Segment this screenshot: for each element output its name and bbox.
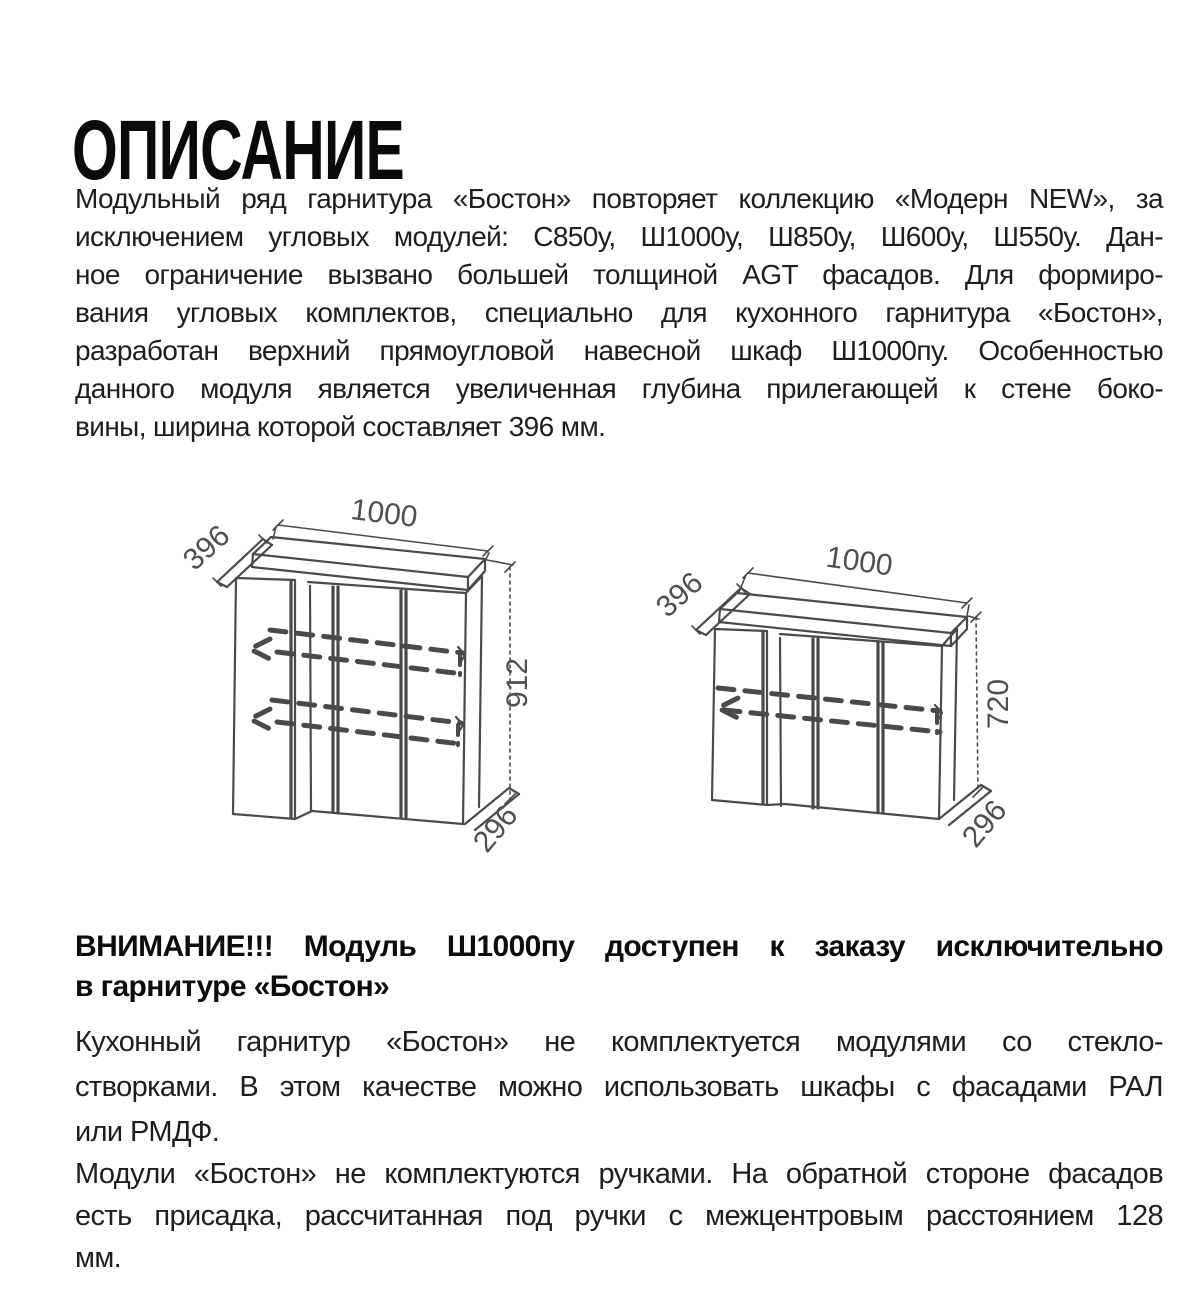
glass-doors-paragraph xyxy=(75,1020,1163,1155)
text-line: есть присадка, рассчитанная под ручки с межцентровым расстоянием 128 xyxy=(75,1200,1163,1232)
cornice-slab xyxy=(252,537,485,590)
text-line: или РМДФ. xyxy=(75,1116,220,1148)
text-line: ВНИМАНИЕ!!! Модуль Ш1000пу доступен к заказу исключительно xyxy=(75,930,1163,963)
side-depth-label: 396 xyxy=(177,518,237,577)
cabinet-drawing-720 xyxy=(640,542,1060,872)
text-line: разработан верхний прямоугловой навесной шкаф Ш1000пу. Особенностью xyxy=(75,335,1163,366)
text-line: Модули «Бостон» не комплектуются ручками. На обратной стороне фасадов xyxy=(75,1158,1163,1190)
intro-paragraph xyxy=(75,180,1163,446)
depth-label: 296 xyxy=(955,794,1014,854)
text-line: створками. В этом качестве можно использовать шкафы с фасадами РАЛ xyxy=(75,1071,1163,1103)
text-line: Модульный ряд гарнитура «Бостон» повторяет коллекцию «Модерн NEW», за xyxy=(75,183,1163,214)
text-line: вания угловых комплектов, специально для кухонного гарнитура «Бостон», xyxy=(75,297,1163,328)
dimension-height xyxy=(968,612,1015,797)
depth-label: 296 xyxy=(466,799,525,859)
text-line: исключением угловых модулей: С850у, Ш1000у, Ш850у, Ш600у, Ш550у. Дан- xyxy=(75,221,1163,252)
cabinet-body xyxy=(712,629,957,819)
text-line: ное ограничение вызвано большей толщиной AGT фасадов. Для формиро- xyxy=(75,259,1163,290)
shelf-hidden-lines xyxy=(718,688,942,733)
dimension-depth xyxy=(939,785,1013,854)
page-title: ОПИСАНИЕ xyxy=(72,103,405,198)
width-label: 1000 xyxy=(349,493,420,535)
text-line: данного модуля является увеличенная глубина прилегающей к стене боко- xyxy=(75,373,1163,404)
dimension-depth xyxy=(465,788,524,859)
shelf-hidden-lines xyxy=(250,630,465,745)
dimension-height xyxy=(487,560,534,804)
cabinet-drawing-912 xyxy=(155,487,555,867)
side-depth-label: 396 xyxy=(650,565,710,624)
text-line: в гарнитуре «Бостон» xyxy=(75,970,390,1003)
text-line: вины, ширина которой составляет 396 мм. xyxy=(75,411,606,442)
height-label: 912 xyxy=(501,657,534,709)
cabinet-diagram-912 xyxy=(155,487,555,872)
text-line: мм. xyxy=(75,1242,122,1274)
warning-paragraph xyxy=(75,927,1163,1007)
height-label: 720 xyxy=(982,678,1015,730)
width-label: 1000 xyxy=(823,542,895,583)
cabinet-diagram-720 xyxy=(640,542,1060,877)
text-line: Кухонный гарнитур «Бостон» не комплектуется модулями со стекло- xyxy=(75,1026,1163,1058)
handles-paragraph xyxy=(75,1153,1163,1279)
